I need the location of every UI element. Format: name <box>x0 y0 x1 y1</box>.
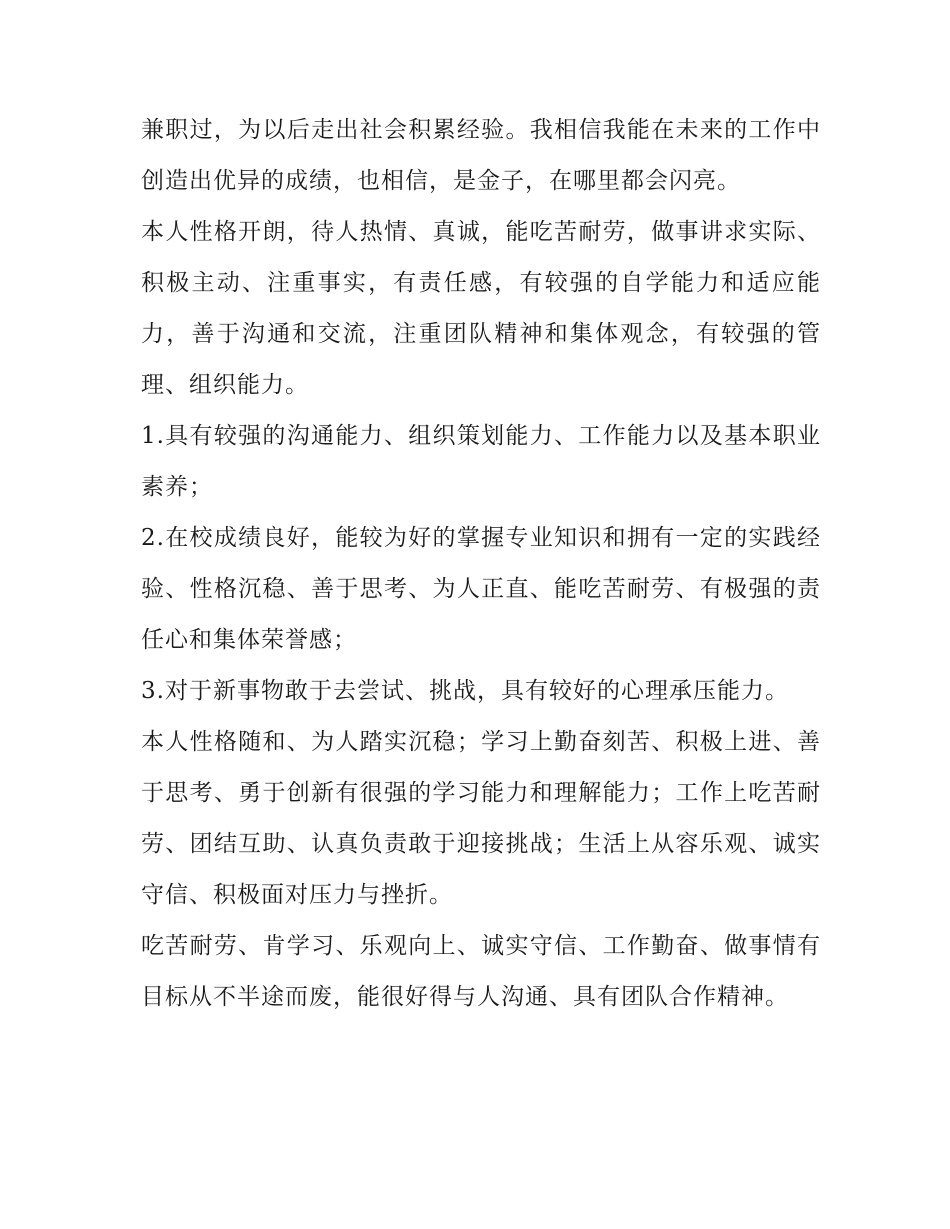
paragraph-7: 吃苦耐劳、肯学习、乐观向上、诚实守信、工作勤奋、做事情有目标从不半途而废，能很好得与人沟通、具有团队合作精神。 <box>141 933 821 1010</box>
paragraph-3: 1.具有较强的沟通能力、组织策划能力、工作能力以及基本职业素养； <box>141 423 821 500</box>
paragraph-4: 2.在校成绩良好，能较为好的掌握专业知识和拥有一定的实践经验、性格沉稳、善于思考、为人正直、能吃苦耐劳、有极强的责任心和集体荣誉感； <box>141 525 821 653</box>
paragraph-2: 本人性格开朗，待人热情、真诚，能吃苦耐劳，做事讲求实际、积极主动、注重事实，有责任感，有较强的自学能力和适应能力，善于沟通和交流，注重团队精神和集体观念，有较强的管理、组织能力。 <box>141 219 821 398</box>
paragraph-5: 3.对于新事物敢于去尝试、挑战，具有较好的心理承压能力。 <box>141 678 789 704</box>
paragraph-1: 兼职过，为以后走出社会积累经验。我相信我能在未来的工作中创造出优异的成绩，也相信，是金子，在哪里都会闪亮。 <box>141 117 821 194</box>
paragraph-6: 本人性格随和、为人踏实沉稳；学习上勤奋刻苦、积极上进、善于思考、勇于创新有很强的学习能力和理解能力；工作上吃苦耐劳、团结互助、认真负责敢于迎接挑战；生活上从容乐观、诚实守信、积极面对压力与挫折。 <box>141 729 821 908</box>
document-body <box>141 105 821 1023</box>
